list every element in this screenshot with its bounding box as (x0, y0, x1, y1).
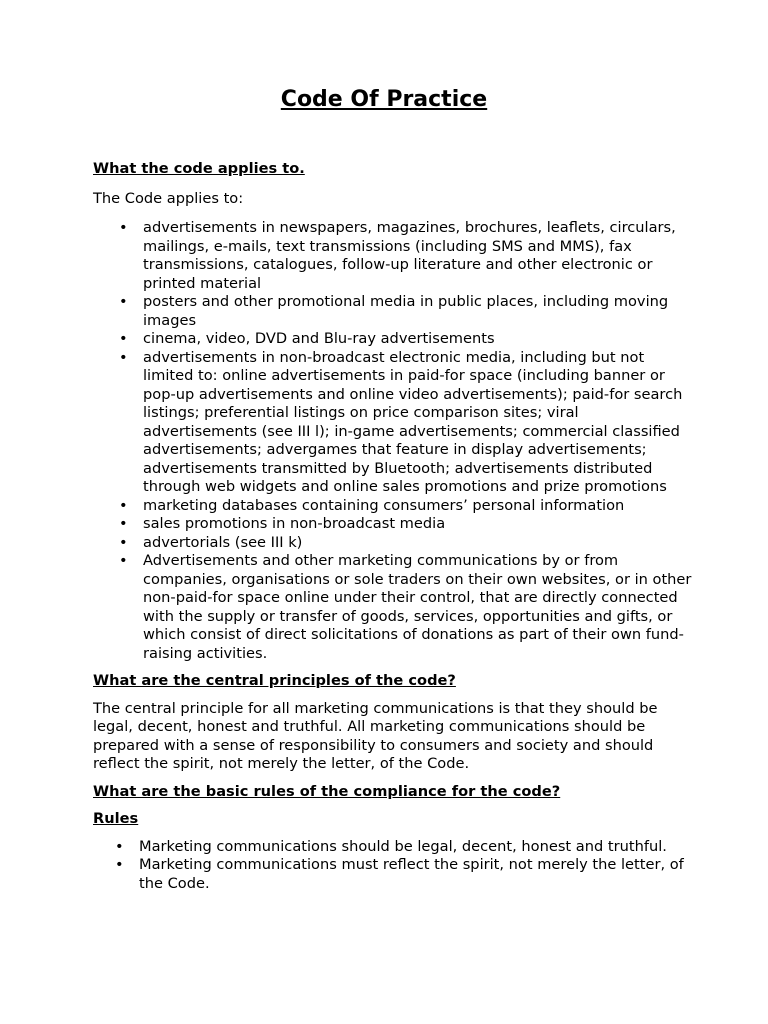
document-body (93, 160, 693, 893)
list-item: • marketing databases containing consumers’ personal information (93, 497, 693, 516)
document-title-text: Code Of Practice (280, 87, 488, 112)
applies-list (93, 219, 693, 663)
section-intro-applies: The Code applies to: (93, 189, 244, 207)
section-heading-rules-compliance: What are the basic rules of the compliance for the code? (93, 782, 561, 800)
list-item: • advertisements in newspapers, magazines, brochures, leaflets, circulars, mailings, e-mails, text transmissions (including SMS and MMS), fax transmissions, catalogues, follow-up literature and other electronic or printed material (93, 219, 693, 293)
list-item: • advertisements in non-broadcast electronic media, including but not limited to: online advertisements in paid-for space (including banner or pop-up advertisements and online video advertisements); paid-for search listings; preferential listings on price comparison sites; viral advertisements (see III l); in-game advertisements; commercial classified advertisements; advergames that feature in display advertisements; advertisements transmitted by Bluetooth; advertisements distributed through web widgets and online sales promotions and prize promotions (93, 349, 693, 497)
rules-list (93, 838, 693, 894)
list-item: • Marketing communications must reflect the spirit, not merely the letter, of the Code. (93, 856, 693, 893)
section-heading-principles: What are the central principles of the code? (93, 672, 456, 689)
section-body-principles: The central principle for all marketing communications is that they should be legal, decent, honest and truthful. All marketing communications should be prepared with a sense of responsibility to consumers and society and should reflect the spirit, not merely the letter, of the Code. (93, 699, 658, 772)
document-title (0, 86, 768, 114)
list-item: • advertorials (see III k) (93, 534, 693, 553)
list-item: • Marketing communications should be legal, decent, honest and truthful. (93, 838, 693, 857)
section-heading-applies: What the code applies to. (93, 160, 305, 177)
list-item: • Advertisements and other marketing communications by or from companies, organisations or sole traders on their own websites, or in other non-paid-for space online under their control, that are directly connected with the supply or transfer of goods, services, opportunities and gifts, or which consist of direct solicitations of donations as part of their own fund-raising activities. (93, 552, 693, 663)
list-item: • posters and other promotional media in public places, including moving images (93, 293, 693, 330)
section-subheading-rules: Rules (93, 810, 139, 827)
list-item: • sales promotions in non-broadcast media (93, 515, 693, 534)
list-item: • cinema, video, DVD and Blu-ray advertisements (93, 330, 693, 349)
